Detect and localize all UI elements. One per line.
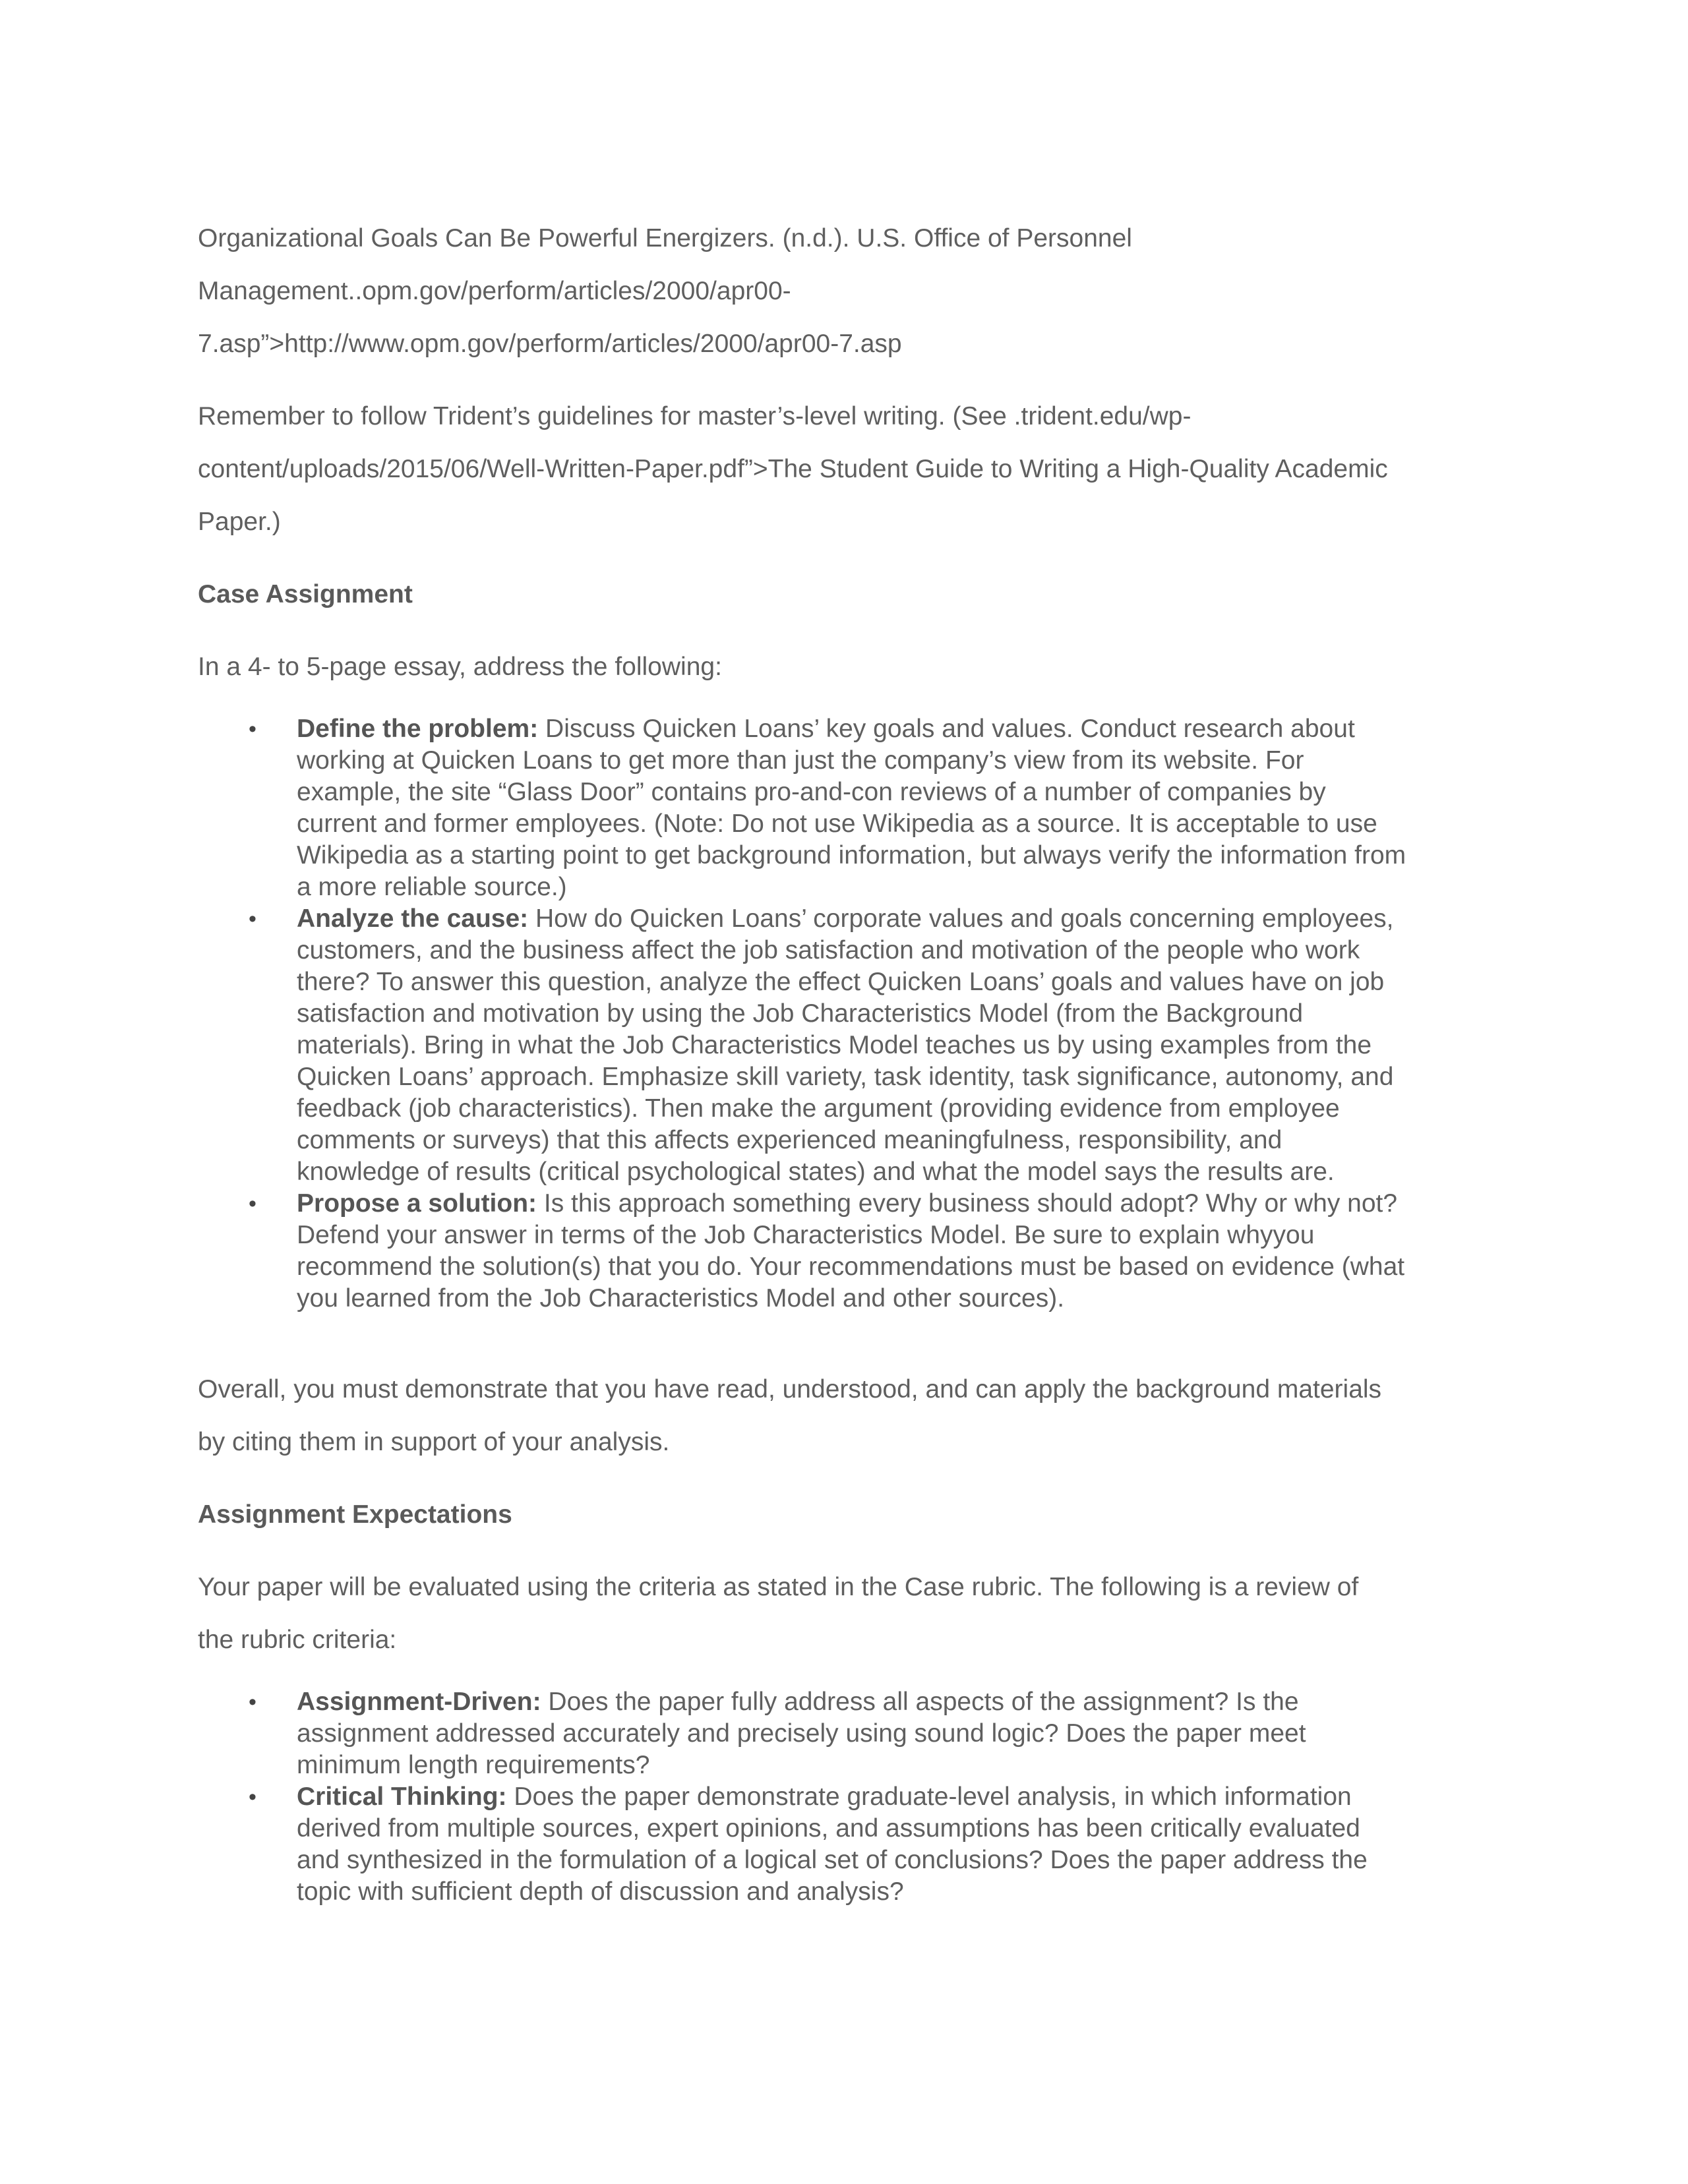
expectations-list [249, 1686, 1503, 1908]
list-item [249, 1781, 1503, 1908]
bullet-icon: • [249, 1785, 256, 1810]
reference-line: Management..opm.gov/perform/articles/2000/apr00- [198, 277, 791, 305]
item-text: current and former employees. (Note: Do not use Wikipedia as a source. It is acceptable to use [297, 810, 1377, 838]
item-label: Define the problem: [297, 715, 539, 743]
list-item [249, 903, 1503, 1188]
reference-line: 7.asp”>http://www.opm.gov/perform/articles/2000/apr00-7.asp [198, 330, 902, 358]
reminder-line: Paper.) [198, 508, 281, 536]
bullet-icon: • [249, 717, 256, 742]
item-text: example, the site “Glass Door” contains pro-and-con reviews of a number of companies by [297, 778, 1326, 806]
item-text: Quicken Loans’ approach. Emphasize skill variety, task identity, task significance, autonomy, and [297, 1063, 1394, 1091]
list-item [249, 1188, 1503, 1314]
assignment-expectations-heading: Assignment Expectations [198, 1500, 512, 1529]
expectations-intro [198, 1561, 1490, 1667]
item-text: recommend the solution(s) that you do. Your recommendations must be based on evidence (what [297, 1253, 1405, 1281]
item-text: How do Quicken Loans’ corporate values and goals concerning employees, [528, 904, 1394, 933]
item-text: Does the paper demonstrate graduate-level analysis, in which information [506, 1783, 1352, 1811]
item-text: topic with sufficient depth of discussion and analysis? [297, 1877, 904, 1906]
item-text: assignment addressed accurately and precisely using sound logic? Does the paper meet [297, 1719, 1306, 1748]
bullet-icon: • [249, 1690, 256, 1715]
item-text: derived from multiple sources, expert opinions, and assumptions has been critically evaluated [297, 1814, 1360, 1843]
case-assignment-heading: Case Assignment [198, 580, 413, 608]
item-text: satisfaction and motivation by using the Job Characteristics Model (from the Background [297, 999, 1304, 1028]
item-text: minimum length requirements? [297, 1751, 650, 1779]
list-item [249, 1686, 1503, 1781]
item-text: Does the paper fully address all aspects of the assignment? Is the [541, 1688, 1299, 1716]
overall-line: by citing them in support of your analysis. [198, 1428, 670, 1456]
item-text: you learned from the Job Characteristics Model and other sources). [297, 1284, 1065, 1313]
overall-line: Overall, you must demonstrate that you have read, understood, and can apply the background materials [198, 1375, 1382, 1403]
reference-paragraph [198, 212, 1490, 370]
bullet-icon: • [249, 906, 256, 931]
item-text: Is this approach something every business should adopt? Why or why not? [537, 1189, 1398, 1218]
expectations-intro-line: Your paper will be evaluated using the criteria as stated in the Case rubric. The following is a review of [198, 1573, 1359, 1601]
expectations-intro-line: the rubric criteria: [198, 1626, 397, 1654]
case-assignment-intro: In a 4- to 5-page essay, address the following: [198, 653, 722, 681]
item-label: Propose a solution: [297, 1189, 537, 1218]
item-text: Defend your answer in terms of the Job Characteristics Model. Be sure to explain whyyou [297, 1221, 1315, 1249]
reference-line: Organizational Goals Can Be Powerful Energizers. (n.d.). U.S. Office of Personnel [198, 224, 1132, 252]
item-text: feedback (job characteristics). Then make the argument (providing evidence from employee [297, 1094, 1340, 1123]
item-text: Wikipedia as a starting point to get background information, but always verify the information from [297, 841, 1406, 870]
item-text: a more reliable source.) [297, 873, 567, 901]
item-label: Analyze the cause: [297, 904, 529, 933]
reminder-line: Remember to follow Trident’s guidelines for master’s-level writing. (See .trident.edu/wp- [198, 402, 1191, 430]
item-label: Assignment-Driven: [297, 1688, 541, 1716]
bullet-icon: • [249, 1191, 256, 1216]
item-text: working at Quicken Loans to get more than just the company’s view from its website. For [297, 746, 1304, 775]
reminder-paragraph [198, 390, 1490, 548]
item-text: and synthesized in the formulation of a logical set of conclusions? Does the paper address the [297, 1846, 1368, 1874]
item-text: materials). Bring in what the Job Characteristics Model teaches us by using examples from the [297, 1031, 1372, 1059]
case-assignment-list [249, 713, 1503, 1314]
item-text: comments or surveys) that this affects experienced meaningfulness, responsibility, and [297, 1126, 1282, 1154]
item-text: there? To answer this question, analyze the effect Quicken Loans’ goals and values have on job [297, 968, 1385, 996]
item-text: customers, and the business affect the job satisfaction and motivation of the people who work [297, 936, 1360, 964]
list-item [249, 713, 1503, 903]
item-text: knowledge of results (critical psychological states) and what the model says the results are. [297, 1158, 1335, 1186]
item-text: Discuss Quicken Loans’ key goals and values. Conduct research about [538, 715, 1355, 743]
overall-paragraph [198, 1363, 1490, 1469]
item-label: Critical Thinking: [297, 1783, 507, 1811]
document-content [198, 212, 1490, 1908]
reminder-line: content/uploads/2015/06/Well-Written-Paper.pdf”>The Student Guide to Writing a High-Quality Academic [198, 455, 1388, 483]
